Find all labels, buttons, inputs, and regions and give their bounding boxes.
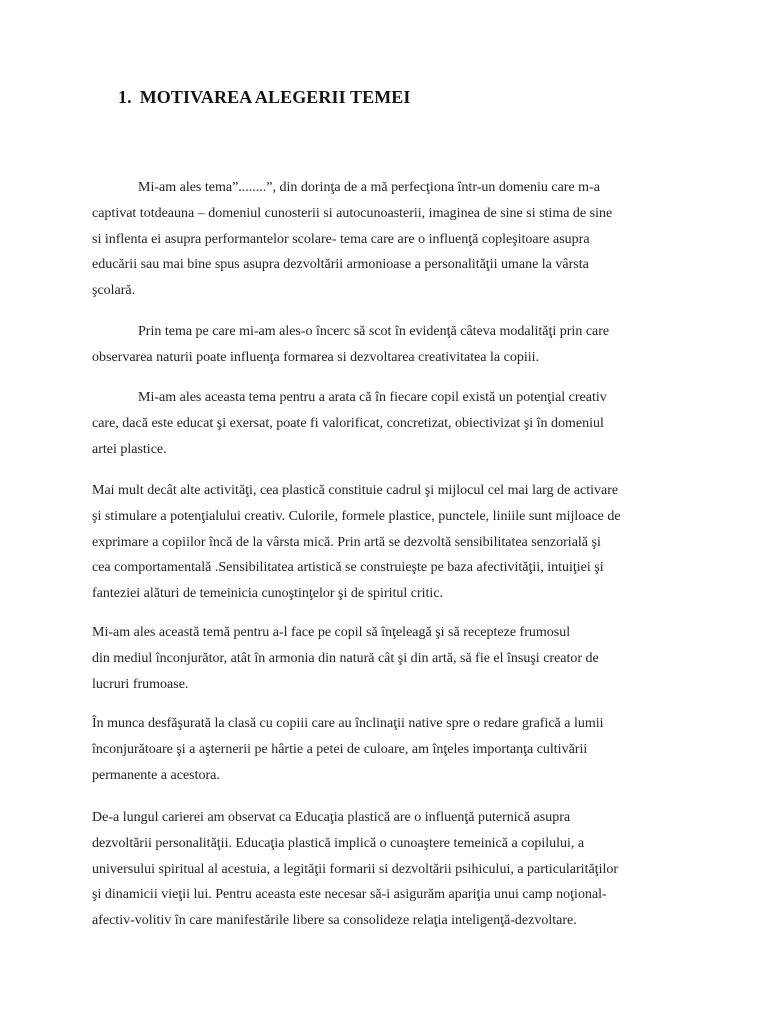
paragraph-line: cea comportamentală .Sensibilitatea artistică se construieşte pe baza afectivităţii, intuiţiei şi — [92, 560, 604, 576]
paragraph-line: permanente a acestora. — [92, 767, 220, 783]
section-heading — [118, 87, 411, 108]
paragraph-line: exprimare a copiilor încă de la vârsta mică. Prin artă se dezvoltă sensibilitatea senzorială şi — [92, 534, 601, 550]
paragraph-classroom-work — [92, 711, 604, 788]
paragraph-line: universului spiritual al acestuia, a legităţii formarii si dezvoltării psihicului, a particularităţilor — [92, 861, 619, 877]
paragraph-line: si inflenta ei asupra performantelor scolare- tema care are o influenţă copleşitoare asupra — [92, 231, 590, 247]
paragraph-line: Mai mult decât alte activităţi, cea plastică constituie cadrul şi mijlocul cel mai larg de activare — [92, 483, 619, 498]
section-title: MOTIVAREA ALEGERII TEMEI — [139, 87, 411, 107]
paragraph-line: În munca desfăşurată la clasă cu copiii care au înclinaţii native spre o redare grafică a lumii — [92, 716, 604, 731]
paragraph-line: captivat totdeauna – domeniul cunosterii si autocunoasterii, imaginea de sine si stima de sine — [92, 205, 613, 221]
paragraph-observing-nature — [92, 319, 609, 371]
paragraph-line: din mediul înconjurător, atât în armonia din natură cât şi din artă, să fie el însuşi creator de — [92, 650, 599, 666]
paragraph-line: dezvoltării personalităţii. Educaţia plastică implică o cunoaştere temeinică a copilului, a — [92, 835, 585, 851]
paragraph-line: Mi-am ales tema”........”, din dorinţa de a mă perfecţiona într-un domeniu care m-a — [138, 180, 600, 195]
paragraph-line: De-a lungul carierei am observat ca Educaţia plastică are o influenţă puternică asupra — [92, 810, 571, 825]
paragraph-line: care, dacă este educat şi exersat, poate fi valorificat, concretizat, obiectivizat şi în domeniul — [92, 415, 604, 431]
paragraph-line: Mi-am ales aceasta tema pentru a arata că în fiecare copil există un potenţial creativ — [138, 390, 607, 405]
paragraph-motivation-theme — [92, 175, 612, 304]
section-number: 1. — [118, 87, 132, 107]
paragraph-line: şi dinamicii vieţii lui. Pentru aceasta este necesar să-i asigurăm apariţia unui camp noţional- — [92, 887, 607, 903]
paragraph-line: înconjurătoare şi a aşternerii pe hârtie a petei de culoare, am înţeles importanţa cultivării — [92, 741, 588, 757]
paragraph-line: şcolară. — [92, 283, 136, 299]
paragraph-line: Mi-am ales această temă pentru a-l face pe copil să înţeleagă şi să recepteze frumosul — [92, 625, 571, 640]
paragraph-line: Prin tema pe care mi-am ales-o încerc să scot în evidenţă câteva modalităţi prin care — [138, 324, 610, 339]
paragraph-line: lucruri frumoase. — [92, 676, 189, 692]
paragraph-line: fanteziei alături de temeinicia cunoştinţelor şi de spiritul critic. — [92, 586, 444, 602]
paragraph-line: artei plastice. — [92, 441, 167, 457]
paragraph-line: şi stimulare a potenţialului creativ. Culorile, formele plastice, punctele, liniile sunt mijloace de — [92, 508, 621, 524]
paragraph-understanding-beauty — [92, 620, 599, 697]
paragraph-line: afectiv-volitiv în care manifestările libere sa consolideze relaţia inteligenţă-dezvoltare. — [92, 913, 577, 929]
paragraph-creative-potential — [92, 385, 607, 462]
paragraph-career-observation — [92, 805, 618, 934]
paragraph-plastic-activity — [92, 478, 621, 607]
paragraph-line: educării sau mai bine spus asupra dezvoltării armonioase a personalităţii umane la vârsta — [92, 257, 589, 273]
paragraph-line: observarea naturii poate influenţa formarea si dezvoltarea creativitatea la copiii. — [92, 349, 539, 365]
